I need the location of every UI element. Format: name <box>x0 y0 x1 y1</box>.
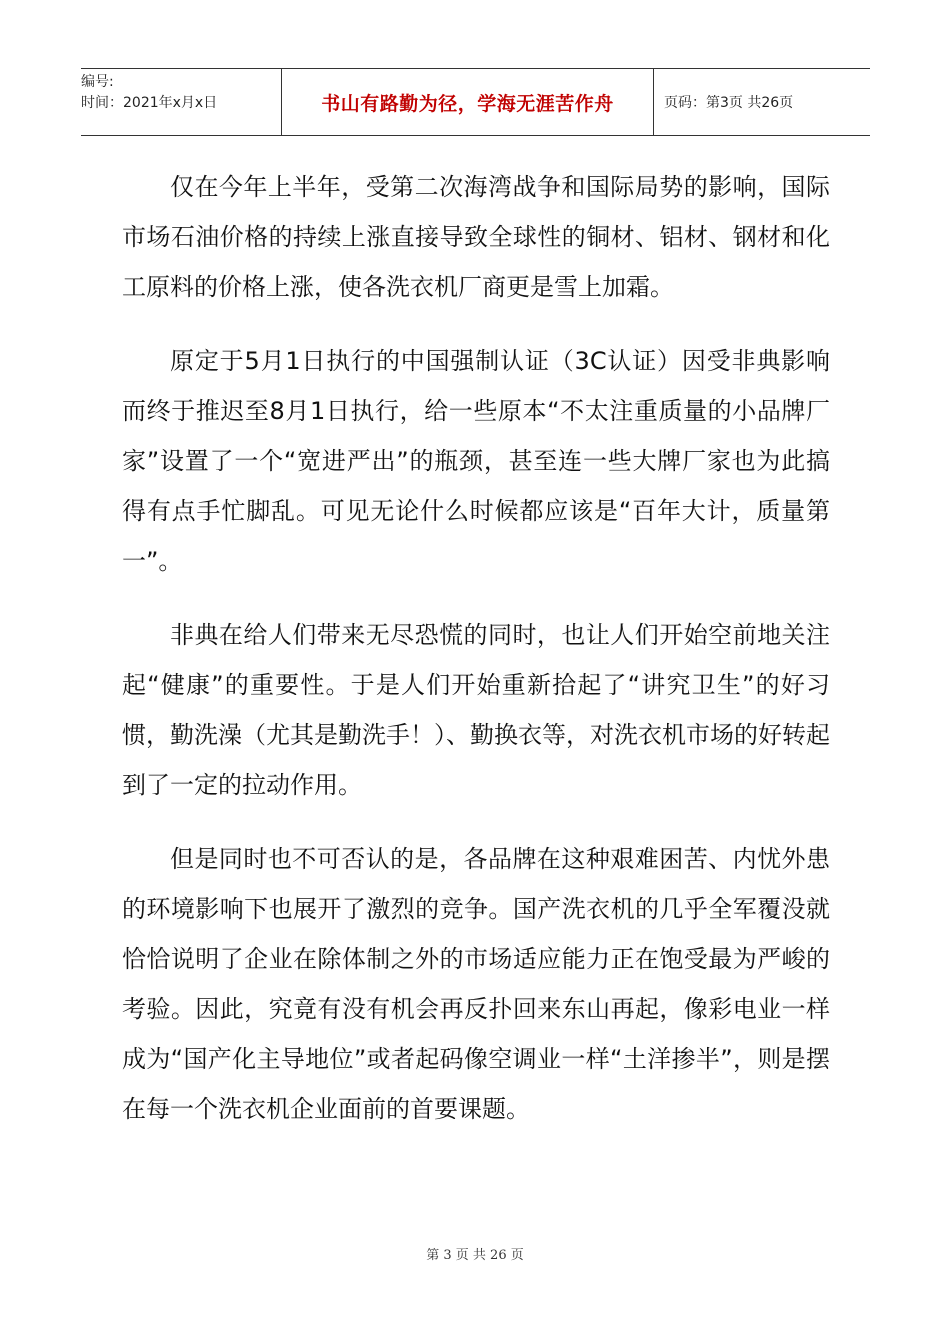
header-meta <box>81 69 281 135</box>
document-number-label: 编号: <box>81 74 114 90</box>
paragraph-2: 原定于5月1日执行的中国强制认证（3C认证）因受非典影响而终于推迟至8月1日执行，给一些原本“不太注重质量的小品牌厂家”设置了一个“宽进严出”的瓶颈，甚至连一些大牌厂家也为此搞得有点手忙脚乱。可见无论什么时候都应该是“百年大计，质量第一”。 <box>122 347 830 575</box>
paragraph-4: 但是同时也不可否认的是，各品牌在这种艰难困苦、内忧外患的环境影响下也展开了激烈的竞争。国产洗衣机的几乎全军覆没就恰恰说明了企业在除体制之外的市场适应能力正在饱受最为严峻的考验。因此，究竟有没有机会再反扑回来东山再起，像彩电业一样成为“国产化主导地位”或者起码像空调业一样“土洋掺半”，则是摆在每一个洗衣机企业面前的首要课题。 <box>122 845 830 1123</box>
header-motto: 书山有路勤为径，学海无涯苦作舟 <box>281 69 654 135</box>
document-time-label: 时间：2021年x月x日 <box>81 95 218 111</box>
page-header <box>81 68 870 136</box>
document-body <box>122 162 830 1158</box>
paragraph-3: 非典在给人们带来无尽恐慌的同时，也让人们开始空前地关注起“健康”的重要性。于是人们开始重新拾起了“讲究卫生”的好习惯，勤洗澡（尤其是勤洗手！）、勤换衣等，对洗衣机市场的好转起到了一定的拉动作用。 <box>122 621 830 799</box>
paragraph-1: 仅在今年上半年，受第二次海湾战争和国际局势的影响，国际市场石油价格的持续上涨直接导致全球性的铜材、铝材、钢材和化工原料的价格上涨，使各洗衣机厂商更是雪上加霜。 <box>122 173 830 301</box>
header-page-info: 页码：第3页 共26页 <box>664 95 794 111</box>
page-footer: 第 3 页 共 26 页 <box>426 1248 524 1263</box>
